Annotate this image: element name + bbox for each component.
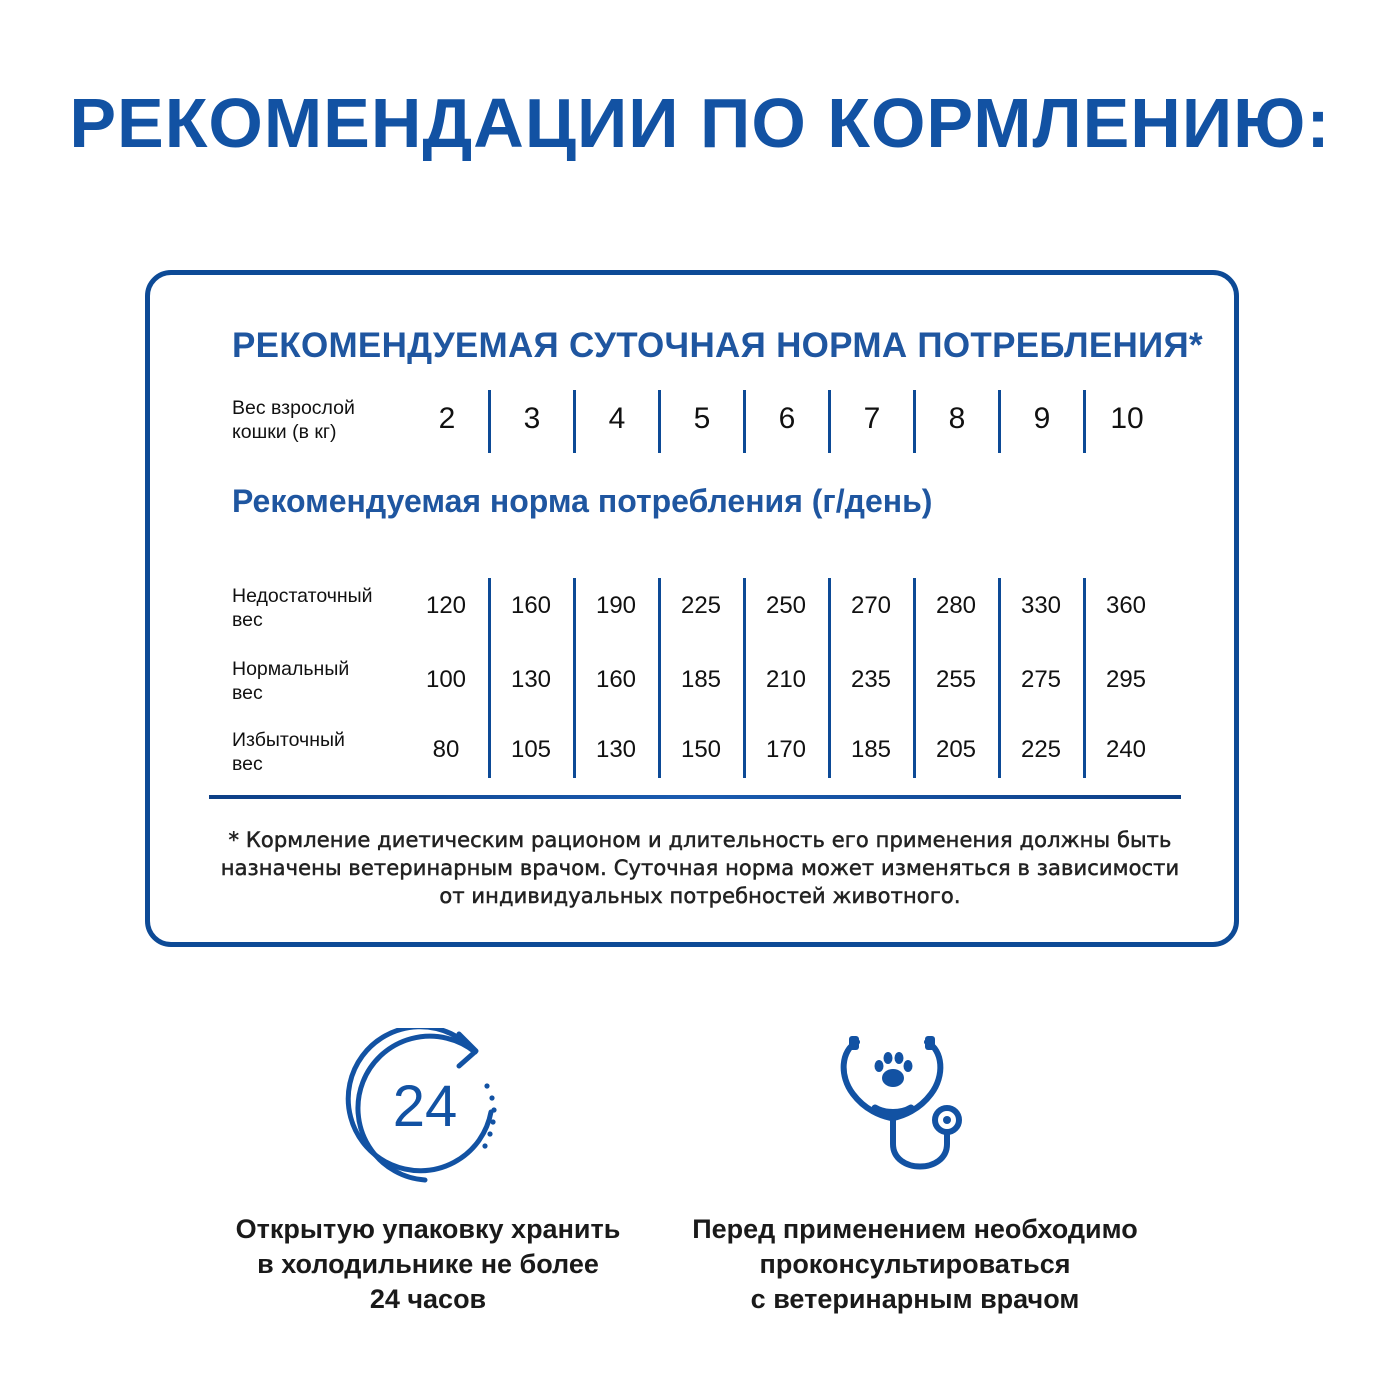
table-title: РЕКОМЕНДУЕМАЯ СУТОЧНАЯ НОРМА ПОТРЕБЛЕНИЯ* (232, 326, 1203, 365)
table-cell: 190 (595, 592, 637, 619)
row-label: Избыточный вес (232, 729, 345, 775)
table-cell: 295 (1105, 666, 1147, 693)
table-cell: 130 (595, 736, 637, 763)
table-cell: 250 (765, 592, 807, 619)
table-cell: 185 (850, 736, 892, 763)
table-cell: 185 (680, 666, 722, 693)
column-divider (743, 578, 746, 778)
storage-caption: Открытую упаковку хранить в холодильнике не более 24 часов (235, 1214, 621, 1314)
weight-cell: 5 (693, 402, 711, 435)
column-divider (573, 578, 576, 778)
column-divider (998, 578, 1001, 778)
weight-cell: 10 (1110, 402, 1144, 435)
footnote: * Кормление диетическим рационом и длительность его применения должны быть назначены ветеринарным врачом. Суточная норма может изменяться в зависимости от индивидуальных потребностей животного. (220, 828, 1180, 908)
table-cell: 120 (425, 592, 467, 619)
row-label: Недостаточный вес (232, 585, 373, 631)
table-cell: 360 (1105, 592, 1147, 619)
column-divider (1083, 578, 1086, 778)
weight-cell: 4 (608, 402, 626, 435)
weight-cell: 9 (1033, 402, 1051, 435)
table-cell: 275 (1020, 666, 1062, 693)
table-cell: 330 (1020, 592, 1062, 619)
column-divider (658, 578, 661, 778)
table-cell: 205 (935, 736, 977, 763)
weight-cell: 3 (523, 402, 541, 435)
table-cell: 150 (680, 736, 722, 763)
table-cell: 105 (510, 736, 552, 763)
table-cell: 225 (680, 592, 722, 619)
table-cell: 210 (765, 666, 807, 693)
table-cell: 255 (935, 666, 977, 693)
column-divider (488, 578, 491, 778)
table-cell: 170 (765, 736, 807, 763)
weight-cell: 7 (863, 402, 881, 435)
table-divider (209, 795, 1181, 799)
table-subheader: Рекомендуемая норма потребления (г/день) (232, 483, 933, 519)
weight-cell: 8 (948, 402, 966, 435)
clock-24-icon (345, 1028, 505, 1193)
table-cell: 80 (432, 736, 460, 763)
table-cell: 225 (1020, 736, 1062, 763)
weight-row-label: Вес взрослой кошки (в кг) (232, 397, 355, 443)
column-divider (913, 578, 916, 778)
table-cell: 280 (935, 592, 977, 619)
stethoscope-paw-icon (835, 1028, 975, 1183)
table-cell: 160 (595, 666, 637, 693)
table-cell: 270 (850, 592, 892, 619)
row-label: Нормальный вес (232, 658, 350, 704)
consultation-caption: Перед применением необходимо проконсультироваться с ветеринарным врачом (692, 1214, 1138, 1314)
page-title: РЕКОМЕНДАЦИИ ПО КОРМЛЕНИЮ: (69, 84, 1331, 162)
weight-cell: 2 (438, 402, 456, 435)
table-cell: 100 (425, 666, 467, 693)
table-cell: 235 (850, 666, 892, 693)
column-divider (828, 578, 831, 778)
table-cell: 160 (510, 592, 552, 619)
table-cell: 130 (510, 666, 552, 693)
clock-24-text: 24 (392, 1074, 458, 1139)
weight-cell: 6 (778, 402, 796, 435)
table-cell: 240 (1105, 736, 1147, 763)
